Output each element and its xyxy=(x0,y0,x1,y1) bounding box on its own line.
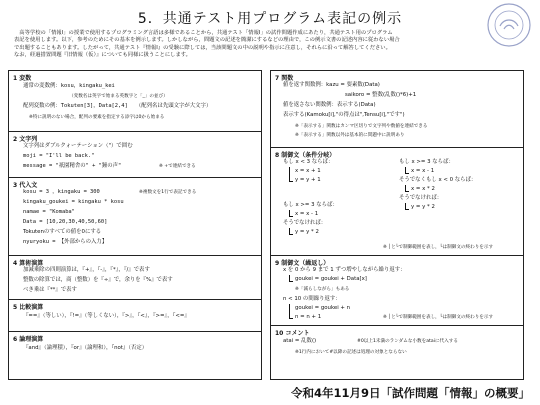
right-column xyxy=(270,70,524,380)
code-line: 表示する(Kamoku[i],"の得点は",Tensu[i],"です") xyxy=(283,112,405,118)
section-title: 9 制御文（繰返し） xyxy=(275,260,330,267)
code-line: y = y * 2 xyxy=(411,204,435,210)
code-line: もし x < 3 ならば： xyxy=(283,159,334,165)
note-line: #0以上1未満のランダムな小数をataiに代入する xyxy=(357,339,458,344)
code-line: atai = 乱数() xyxy=(283,338,317,344)
section-loop xyxy=(271,255,523,325)
code-line: x = x * 2 xyxy=(411,186,435,192)
note-line: ※ │と└で制御範囲を表し，└は制御文の終わりを示す xyxy=(383,315,494,320)
section-title: 8 制御文（条件分岐） xyxy=(275,152,336,159)
note-line: ※ │と└で制御範囲を表し，└は制御文の終わりを示す xyxy=(383,245,494,250)
control-end-mark xyxy=(405,167,409,174)
intro-line: 表記を使用します。以下，参考のためにその基本を例示します。しかしながら，問題文の記述を簡潔にするなどの理由で，この例示文書の記述内容に従わない場合 xyxy=(14,37,400,44)
control-end-mark xyxy=(289,228,293,235)
note-line: ※「表示する」関数以外は基本的に問題中に説明あり xyxy=(295,133,405,138)
text-line: べき乗は『**』で表す xyxy=(23,287,77,293)
control-end-mark xyxy=(289,210,293,217)
section-strings xyxy=(9,131,261,177)
section-functions xyxy=(271,71,523,147)
code-line: saikoro = 整数(乱数()*6)+1 xyxy=(345,92,417,98)
note-line: ※特に説明のない場合，配列の要素を指定する添字は0から始まる xyxy=(29,115,165,120)
control-end-mark xyxy=(405,203,409,210)
note-line: ※複数文を1行で表記できる xyxy=(139,190,197,195)
section-title: 10 コメント xyxy=(275,330,310,337)
section-title: 3 代入文 xyxy=(13,182,38,189)
section-title: 5 比較演算 xyxy=(13,304,44,311)
note-line: ※ +で連結できる xyxy=(159,164,196,169)
note-line: ※「減らしながら」もある xyxy=(295,287,350,292)
text-line: 『and』（論理積），『or』（論理和），『not』（否定） xyxy=(23,345,148,351)
control-end-mark xyxy=(405,185,409,192)
section-assignment xyxy=(9,177,261,255)
code-line: kosu = 3 ，kingaku = 300 xyxy=(23,189,100,195)
code-line: message = "祇園精舎の" + "鐘の声" xyxy=(23,163,122,169)
code-line: 値を返す関数例：kazu = 要素数(Data) xyxy=(283,82,380,88)
footer-caption: 令和4年11月9日「試作問題「情報」の概要」 xyxy=(290,386,530,400)
text-line: 整数の除算では，商（整数）を『÷』で，余りを『%』で表す xyxy=(23,277,173,283)
code-line: もし x >= 3 ならば： xyxy=(283,202,338,208)
code-line: y = y + 1 xyxy=(295,177,321,183)
code-line: goukei = goukei + Data[x] xyxy=(295,276,367,282)
code-line: nyuryoku = 【外部からの入力】 xyxy=(23,239,108,245)
code-line: goukei = goukei + n xyxy=(295,305,351,311)
code-line: namae = "Komaba" xyxy=(23,209,75,215)
intro-line: なお，経過措置問題『旧情報（仮）』についても同様に扱うことにします。 xyxy=(14,52,191,59)
section-variables xyxy=(9,71,261,131)
code-line: Data = [10,20,30,40,50,60] xyxy=(23,219,108,225)
text-line: 文字列はダブルクォーテーション（"）で囲む xyxy=(23,143,133,149)
text-line: 加減乗除の四則演算は，『+』，『-』，『*』，『/』で表す xyxy=(23,267,150,273)
code-line: そうでなければ： xyxy=(283,220,327,226)
section-title: 6 論理演算 xyxy=(13,336,44,343)
section-arithmetic xyxy=(9,255,261,299)
code-line: そうでなくもし x < 0 ならば： xyxy=(399,177,477,183)
left-column xyxy=(8,70,262,380)
section-logical xyxy=(9,331,261,381)
code-line: 値を返さない関数例：表示する(Data) xyxy=(283,102,376,108)
section-comparison xyxy=(9,299,261,331)
section-conditional xyxy=(271,147,523,255)
intro-line: 高等学校の「情報Ⅰ」の授業で使用するプログラミング言語は多様であることから，共通テスト「情報Ⅰ」の試作問題作成にあたり，共通テスト用のプログラム xyxy=(14,30,393,36)
note-line: ※「表示する」関数はカンマ区切りで文字列や数値を連結できる xyxy=(295,124,428,129)
control-end-mark xyxy=(289,175,293,182)
code-line: x = x + 1 xyxy=(295,168,321,174)
section-comment xyxy=(271,325,523,381)
code-line: n = n + 1 xyxy=(295,314,322,320)
code-line: n < 10 の間繰り返す： xyxy=(283,296,341,302)
code-line: もし x >= 3 ならば： xyxy=(399,159,454,165)
page-title: 5．共通テスト用プログラム表記の例示 xyxy=(137,11,403,27)
note-line: ※1行内において#以降の記述は処理の対象とならない xyxy=(295,350,407,355)
code-line: x = x - 1 xyxy=(411,168,435,174)
control-end-mark xyxy=(289,312,293,319)
university-seal-logo xyxy=(486,2,532,48)
code-line: kingaku_goukei = kingaku * kosu xyxy=(23,199,124,205)
section-title: 7 関数 xyxy=(275,75,294,82)
intro-paragraph xyxy=(14,30,484,60)
intro-line: で出題することもあります。したがって，共通テスト『情報Ⅰ』の受験に際しては，当該問題文の中の説明や指示に注意し，それらに沿って解答してください。 xyxy=(14,44,391,51)
text-line: 『==』（等しい），『!=』（等しくない），『>』，『<』，『>=』，『<=』 xyxy=(23,313,190,319)
text-line: （変数名は英字で始まる英数字と「_」の並び） xyxy=(69,94,168,99)
code-line: x = x - 1 xyxy=(295,211,319,217)
code-line: moji = "I'll be back." xyxy=(23,153,95,159)
code-line: x を 0 から 9 まで 1 ずつ増やしながら繰り返す： xyxy=(283,267,406,273)
text-line: Tokutenのすべての値を0にする xyxy=(23,229,102,235)
control-end-mark xyxy=(289,275,293,282)
section-title: 1 変数 xyxy=(13,75,32,82)
text-line: 配列変数の例：Tokuten[3]，Data[2,4] （配列名は先頭文字が大文字） xyxy=(23,103,212,109)
section-title: 2 文字列 xyxy=(13,136,38,143)
code-line: そうでなければ： xyxy=(399,195,443,201)
code-line: y = y * 2 xyxy=(295,229,319,235)
text-line: 通常の変数例：kosu，kingaku_kei xyxy=(23,83,115,89)
section-title: 4 算術演算 xyxy=(13,260,44,267)
